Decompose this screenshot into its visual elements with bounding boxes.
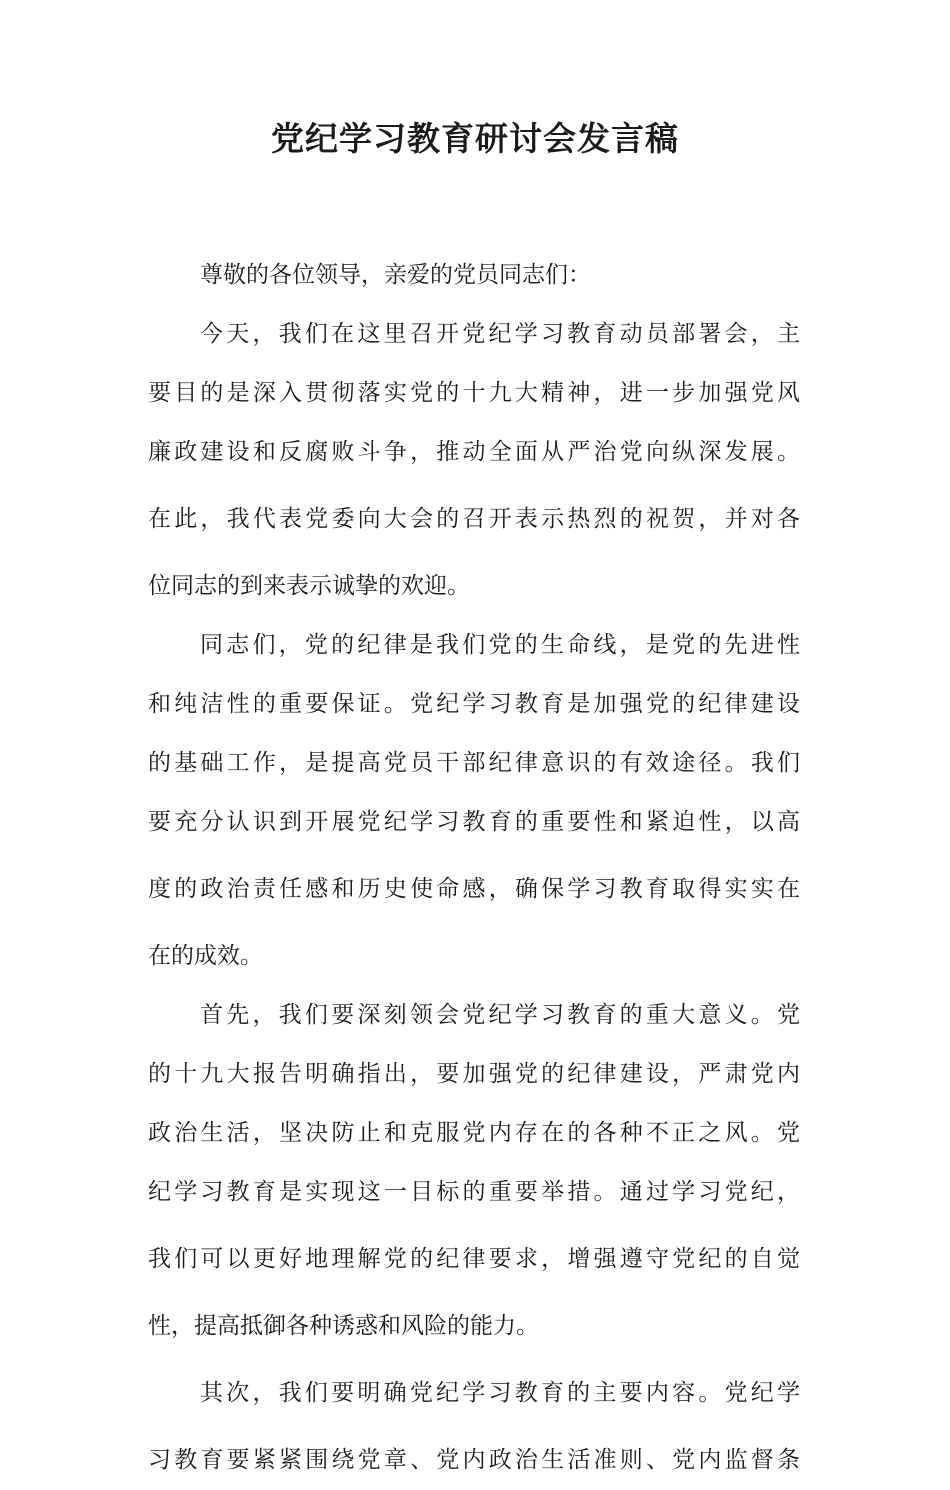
paragraph-1-line-2: 要目的是深入贯彻落实党的十九大精神，进一步加强党风 <box>148 380 800 406</box>
paragraph-4-line-1: 其次，我们要明确党纪学习教育的主要内容。党纪学 <box>200 1380 800 1406</box>
paragraph-1-line-4: 在此，我代表党委向大会的召开表示热烈的祝贺，并对各 <box>148 506 800 532</box>
paragraph-3-line-5: 我们可以更好地理解党的纪律要求，增强遵守党纪的自觉 <box>148 1246 800 1272</box>
paragraph-1-line-5: 位同志的到来表示诚挚的欢迎。 <box>148 573 470 599</box>
paragraph-4-line-2: 习教育要紧紧围绕党章、党内政治生活准则、党内监督条 <box>148 1447 800 1473</box>
paragraph-3-line-2: 的十九大报告明确指出，要加强党的纪律建设，严肃党内 <box>148 1061 800 1087</box>
paragraph-2-line-2: 和纯洁性的重要保证。党纪学习教育是加强党的纪律建设 <box>148 691 800 717</box>
paragraph-3-line-1: 首先，我们要深刻领会党纪学习教育的重大意义。党 <box>200 1002 800 1028</box>
salutation-line: 尊敬的各位领导，亲爱的党员同志们： <box>200 262 591 288</box>
paragraph-3-line-4: 纪学习教育是实现这一目标的重要举措。通过学习党纪， <box>148 1179 800 1205</box>
paragraph-2-line-3: 的基础工作，是提高党员干部纪律意识的有效途径。我们 <box>148 750 800 776</box>
paragraph-1-line-1: 今天，我们在这里召开党纪学习教育动员部署会，主 <box>200 321 800 347</box>
document-body <box>148 246 800 1490</box>
paragraph-2-line-5: 度的政治责任感和历史使命感，确保学习教育取得实实在 <box>148 876 800 902</box>
paragraph-2-line-6: 在的成效。 <box>148 943 263 969</box>
paragraph-1-line-3: 廉政建设和反腐败斗争，推动全面从严治党向纵深发展。 <box>148 439 800 465</box>
document-title: 党纪学习教育研讨会发言稿 <box>271 119 679 158</box>
paragraph-3-line-6: 性，提高抵御各种诱惑和风险的能力。 <box>148 1313 539 1339</box>
paragraph-2-line-1: 同志们，党的纪律是我们党的生命线，是党的先进性 <box>200 632 800 658</box>
paragraph-2-line-4: 要充分认识到开展党纪学习教育的重要性和紧迫性，以高 <box>148 809 800 835</box>
paragraph-3-line-3: 政治生活，坚决防止和克服党内存在的各种不正之风。党 <box>148 1120 800 1146</box>
